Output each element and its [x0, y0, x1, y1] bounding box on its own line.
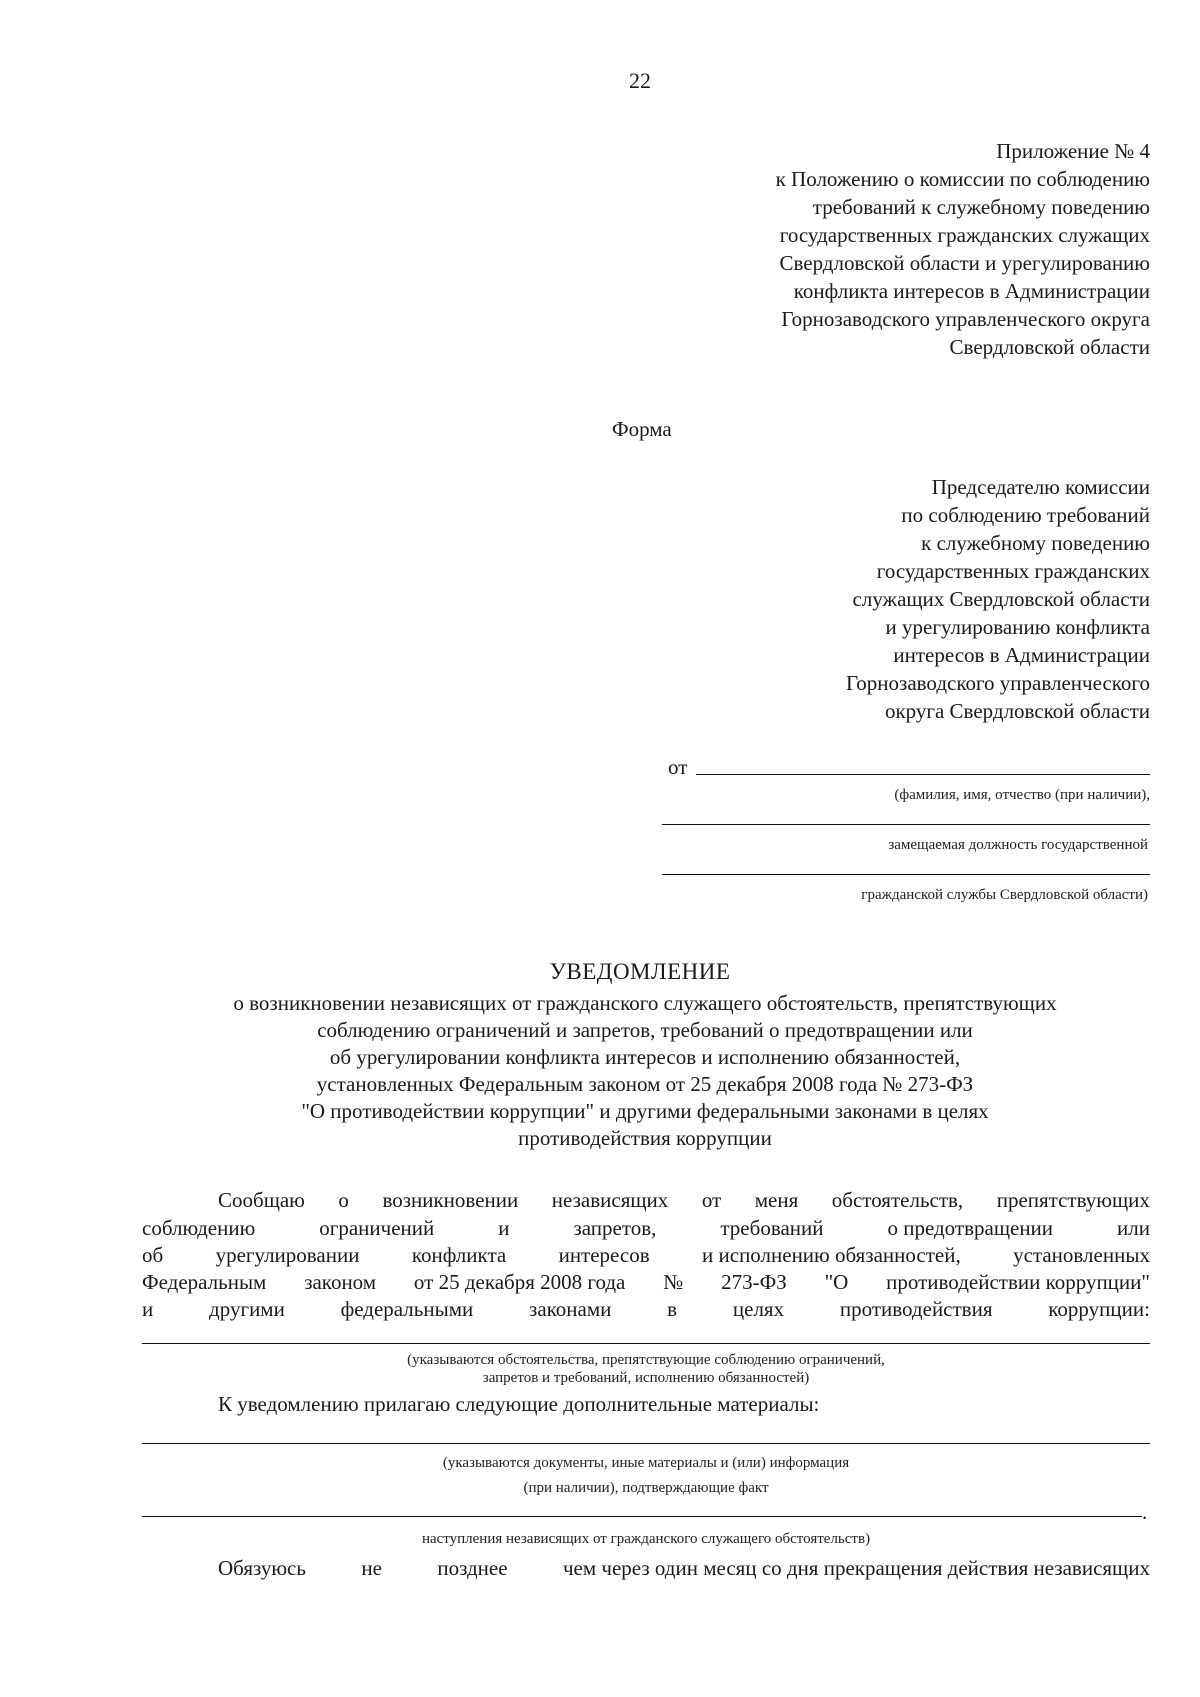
appendix-line: Свердловской области и урегулированию [779, 251, 1150, 275]
word: установленных [1013, 1243, 1150, 1267]
attachments-hint-end: наступления независящих от гражданского служащего обстоятельств) [421, 1531, 871, 1547]
body-final-line [218, 1555, 1150, 1582]
appendix-line: Свердловской области [949, 335, 1150, 359]
body-line-5 [142, 1296, 1150, 1323]
sender-position-hint: замещаемая должность государственной [888, 837, 1148, 853]
word: конфликта [411, 1243, 507, 1267]
word: Федеральным [142, 1270, 267, 1294]
word: не [361, 1556, 382, 1580]
from-label: от [668, 755, 688, 779]
hint-line: запретов и требований, исполнению обязанностей) [482, 1370, 810, 1386]
word: № [663, 1270, 684, 1294]
hint-line: (при наличии), подтверждающие факт [523, 1480, 769, 1496]
sender-name-hint: (фамилия, имя, отчество (при наличии), [894, 787, 1150, 803]
word: другими [209, 1297, 285, 1321]
word: целях [732, 1297, 785, 1321]
word: ограничений [319, 1216, 435, 1240]
word: интересов [558, 1243, 650, 1267]
word: от 25 декабря 2008 года [413, 1270, 626, 1294]
appendix-line: конфликта интересов в Администрации [793, 279, 1150, 303]
word: законом [304, 1270, 377, 1294]
body-line-3 [142, 1242, 1150, 1269]
addressee-line: государственных гражданских [876, 559, 1150, 583]
word: возникновении [382, 1188, 519, 1212]
word: обстоятельств, [831, 1188, 964, 1212]
appendix-line: Приложение № 4 [996, 139, 1150, 163]
word: "О [824, 1270, 849, 1294]
addressee-line: интересов в Администрации [893, 643, 1150, 667]
form-label: Форма [612, 417, 672, 441]
word: запретов, [573, 1216, 657, 1240]
word: и исполнению обязанностей, [702, 1243, 961, 1267]
notice-subtitle [0, 990, 1200, 1152]
sender-position-line-1[interactable] [662, 824, 1150, 825]
circumstances-hint [142, 1351, 1150, 1387]
appendix-line: требований к служебному поведению [812, 195, 1150, 219]
addressee-line: Горнозаводского управленческого [846, 671, 1150, 695]
appendix-line: Горнозаводского управленческого округа [781, 307, 1150, 331]
hint-line: (указываются обстоятельства, препятствующие соблюдению ограничений, [407, 1352, 885, 1368]
addressee-line: к служебному поведению [921, 531, 1150, 555]
word: законами [529, 1297, 612, 1321]
attachments-text: К уведомлению прилагаю следующие дополнительные материалы: [218, 1392, 820, 1416]
word: урегулировании [215, 1243, 360, 1267]
sender-name-line[interactable] [696, 774, 1150, 775]
addressee-line: по соблюдению требований [901, 503, 1150, 527]
word: меня [754, 1188, 799, 1212]
addressee-block [620, 473, 1150, 725]
circumstances-line[interactable] [142, 1343, 1150, 1344]
word: и [498, 1216, 510, 1240]
attachments-line-end-dot: . [1142, 1500, 1148, 1524]
notice-title: УВЕДОМЛЕНИЕ [549, 959, 731, 984]
word: соблюдению [142, 1216, 256, 1240]
subtitle-line: об урегулировании конфликта интересов и исполнению обязанностей, [329, 1045, 961, 1069]
subtitle-line: "О противодействии коррупции" и другими федеральными законами в целях [301, 1099, 989, 1123]
word: препятствующих [996, 1188, 1150, 1212]
attachments-hint [142, 1454, 1150, 1497]
appendix-block [560, 137, 1150, 361]
subtitle-line: соблюдению ограничений и запретов, требований о предотвращении или [317, 1018, 973, 1042]
body-line-4 [142, 1269, 1150, 1296]
subtitle-line: о возникновении независящих от гражданского служащего обстоятельств, препятствующих [233, 991, 1057, 1015]
subtitle-line: установленных Федеральным законом от 25 декабря 2008 года № 273-ФЗ [316, 1072, 974, 1096]
body-line-2 [142, 1215, 1150, 1242]
word: в [667, 1297, 678, 1321]
word: независящих [551, 1188, 669, 1212]
sender-service-hint: гражданской службы Свердловской области) [861, 887, 1148, 903]
word: о [338, 1188, 349, 1212]
word: требований [720, 1216, 824, 1240]
word: противодействия [839, 1297, 993, 1321]
word: противодействии коррупции" [886, 1270, 1150, 1294]
word: коррупции: [1048, 1297, 1150, 1321]
attachments-line-1[interactable] [142, 1443, 1150, 1444]
addressee-line: округа Свердловской области [884, 699, 1150, 723]
word: о предотвращении [887, 1216, 1054, 1240]
subtitle-line: противодействия коррупции [518, 1126, 772, 1150]
word: позднее [437, 1556, 508, 1580]
appendix-line: к Положению о комиссии по соблюдению [775, 167, 1150, 191]
word: и [142, 1297, 154, 1321]
hint-line: (указываются документы, иные материалы и (или) информация [442, 1455, 850, 1471]
word: федеральными [340, 1297, 474, 1321]
word: чем через один месяц со дня прекращения действия независящих [562, 1556, 1150, 1580]
word: об [142, 1243, 164, 1267]
word: или [1117, 1216, 1150, 1240]
sender-position-line-2[interactable] [662, 874, 1150, 875]
addressee-line: и урегулированию конфликта [885, 615, 1150, 639]
attachments-line-2[interactable] [142, 1516, 1142, 1517]
word: Сообщаю [218, 1188, 305, 1212]
page-number: 22 [629, 68, 651, 93]
word: от [701, 1188, 722, 1212]
word: Обязуюсь [218, 1556, 306, 1580]
addressee-line: служащих Свердловской области [852, 587, 1150, 611]
addressee-line: Председателю комиссии [931, 475, 1150, 499]
body-line-1 [218, 1187, 1150, 1214]
word: 273-ФЗ [721, 1270, 787, 1294]
appendix-line: государственных гражданских служащих [779, 223, 1150, 247]
